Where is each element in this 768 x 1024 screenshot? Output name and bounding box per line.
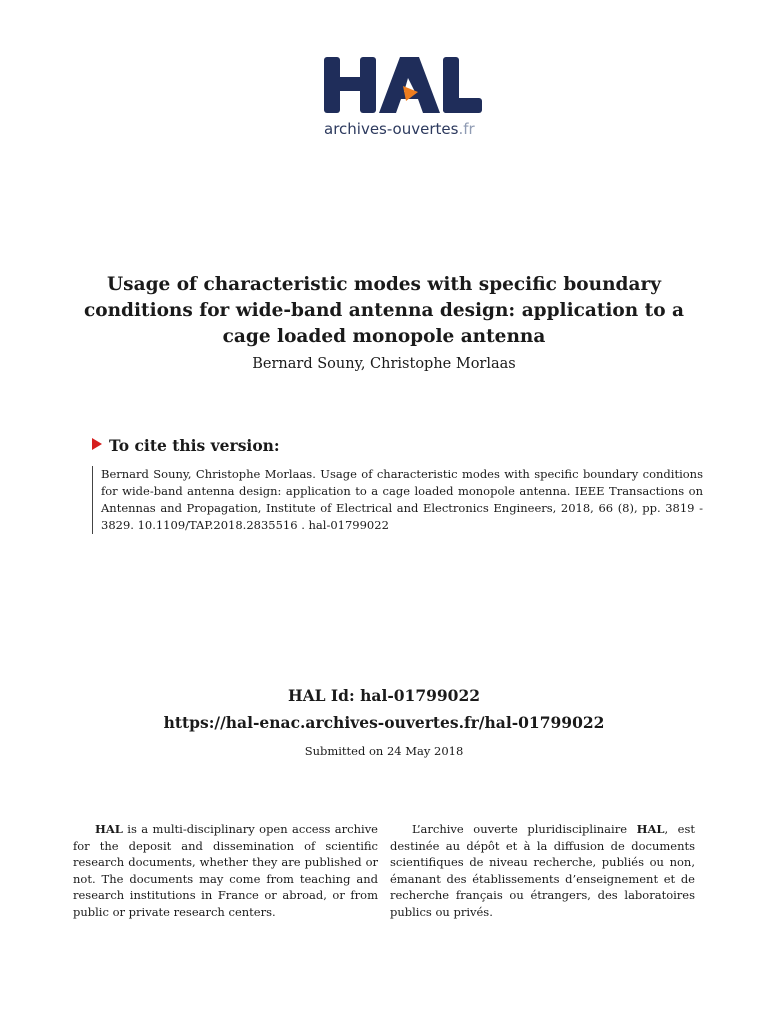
hal-bold-en: HAL bbox=[95, 822, 123, 836]
submission-date: Submitted on 24 May 2018 bbox=[304, 744, 464, 758]
hal-id: HAL Id: hal-01799022 bbox=[287, 686, 481, 705]
hal-bold-fr: HAL bbox=[636, 822, 665, 836]
disclaimer-english-paragraph bbox=[73, 821, 378, 920]
disclaimer-french bbox=[390, 821, 695, 920]
hal-logo-subtitle bbox=[324, 120, 475, 138]
cite-heading-text: To cite this version: bbox=[109, 436, 280, 455]
disclaimer-english-text: is a multi-disciplinary open access archive for the deposit and dissemination of scientific research documents, whether they are published or not. The documents may come from teaching and research institutions in France or abroad, or from public or private research centers. bbox=[73, 822, 378, 919]
hal-logo-mark bbox=[322, 52, 486, 122]
hal-url[interactable]: https://hal-enac.archives-ouvertes.fr/hal-01799022 bbox=[163, 713, 605, 732]
paper-title: Usage of characteristic modes with specific boundary conditions for wide-band antenna design: application to a cage loaded monopole antenna bbox=[84, 274, 684, 347]
disclaimer-french-paragraph bbox=[390, 821, 695, 920]
disclaimer-french-text-before: L’archive ouverte pluridisciplinaire bbox=[412, 822, 637, 836]
logo-subtitle-tld: .fr bbox=[458, 120, 475, 138]
citation-text: Bernard Souny, Christophe Morlaas. Usage of characteristic modes with specific boundary conditions for wide-band antenna design: application to a cage loaded monopole antenna. IEEE Transactions on Antennas and Propagation, Institute of Electrical and Electronics Engineers, 2018, 66 (8), pp. 3819 - 3829. 10.1109/TAP.2018.2835516 . hal-01799022 bbox=[92, 466, 703, 534]
disclaimer-french-text-after: , est destinée au dépôt et à la diffusion de documents scientifiques de niveau recherche, publiés ou non, émanant des établissements d’enseignement et de recherche français ou étrangers, des laboratoires publics ou privés. bbox=[390, 822, 695, 919]
logo-subtitle-main: archives-ouvertes bbox=[324, 120, 459, 138]
disclaimer-english bbox=[73, 821, 378, 920]
paper-authors: Bernard Souny, Christophe Morlaas bbox=[252, 356, 516, 372]
triangle-bullet-icon bbox=[92, 438, 102, 450]
cite-heading bbox=[92, 436, 280, 455]
